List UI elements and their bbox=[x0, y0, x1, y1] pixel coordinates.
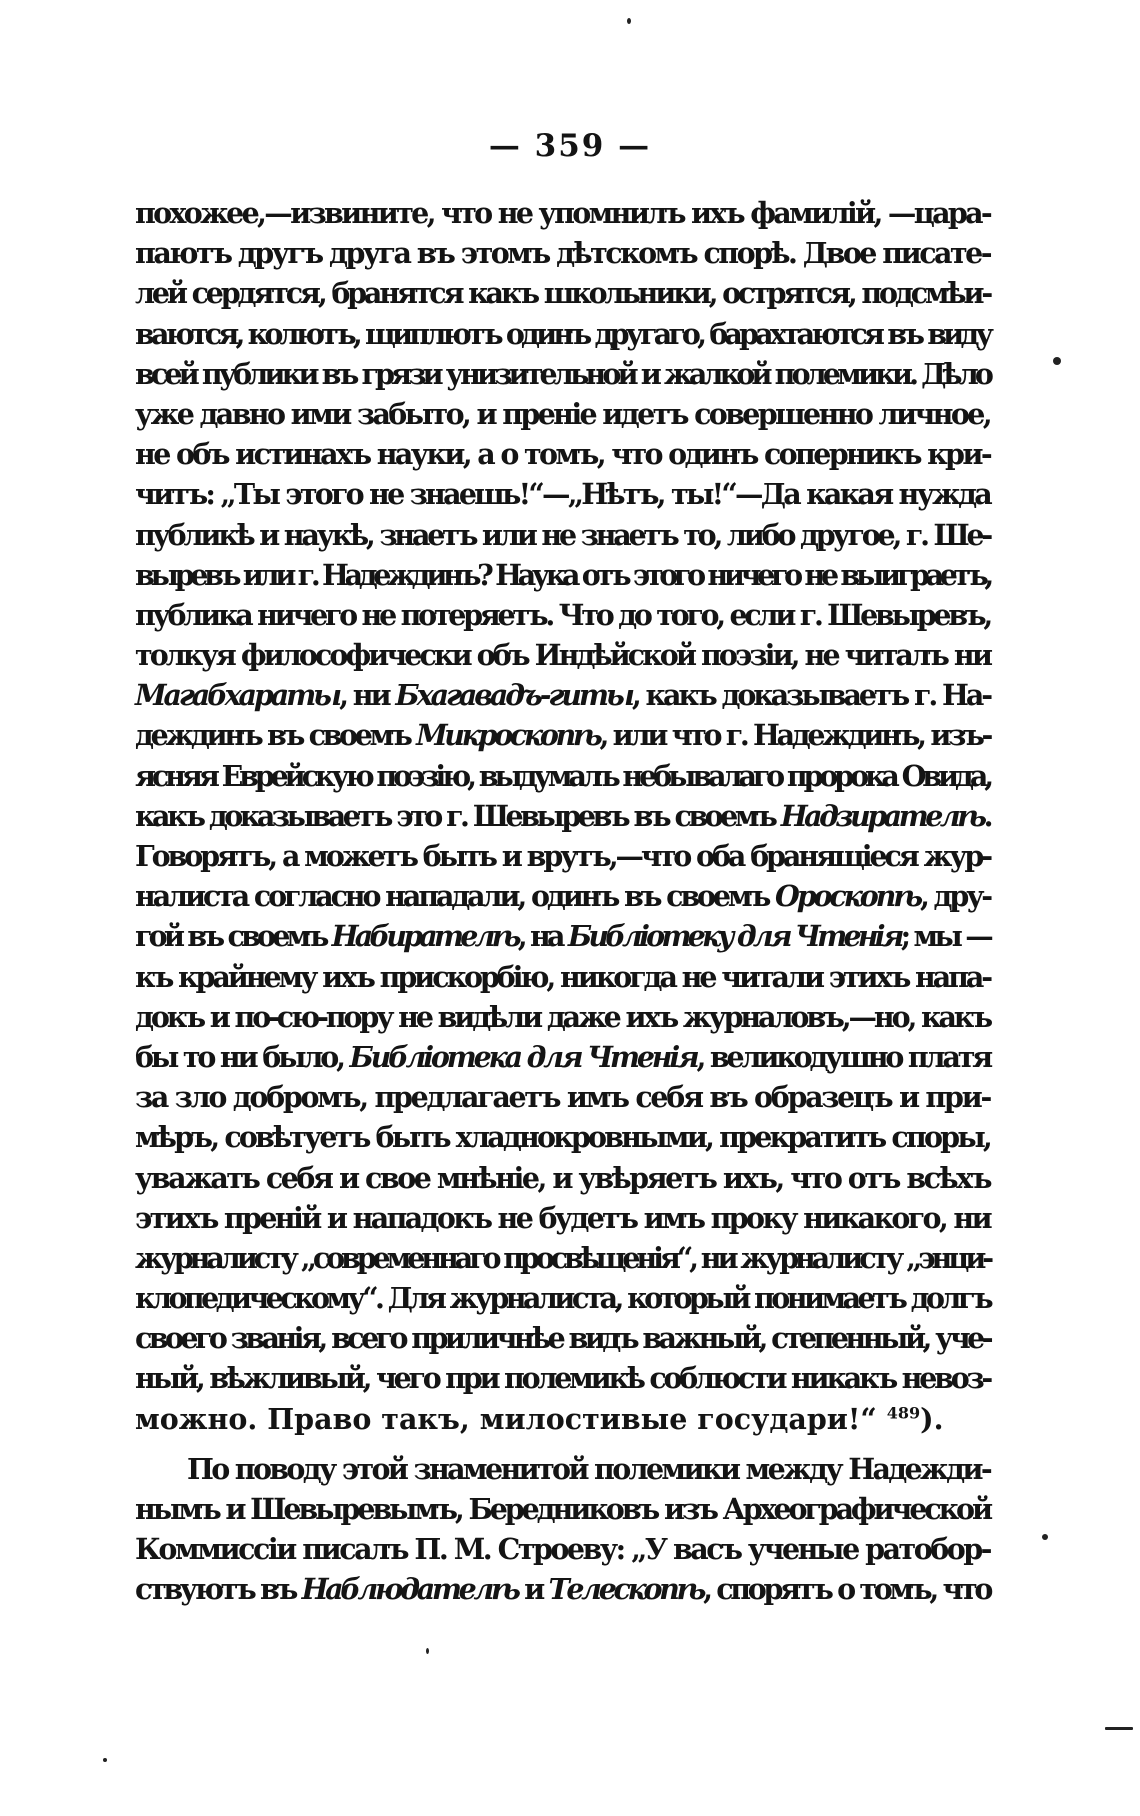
text-line: ваются, колютъ, щиплютъ одинъ другаго, барахтаются въ виду bbox=[135, 316, 990, 351]
text-line: Магабхараты, ни Бхагавадъ-гиты, какъ доказываетъ г. На- bbox=[135, 678, 990, 713]
text-line: этихъ преній и нападокъ не будетъ имъ проку никакого, ни bbox=[135, 1200, 990, 1235]
text-line: похожее,—извините, что не упомнилъ ихъ фамилій, —цара- bbox=[135, 196, 990, 230]
scan-speck bbox=[627, 18, 631, 24]
text-line: своего званія, всего приличнѣе видъ важный, степенный, уче- bbox=[135, 1321, 990, 1356]
text-line: деждинъ въ своемъ Микроскопѣ, или что г. Надеждинъ, изъ- bbox=[135, 718, 990, 753]
text-line: можно. Право такъ, милостивые государи!“ $^{489}$). bbox=[135, 1401, 944, 1436]
text-line: мѣръ, совѣтуетъ быть хладнокровными, прекратить споры, bbox=[135, 1120, 990, 1155]
text-line: къ крайнему ихъ прискорбію, никогда не читали этихъ напа- bbox=[135, 959, 990, 994]
text-line: Коммиссіи писалъ П. М. Строеву: „У васъ ученые ратобор- bbox=[135, 1532, 990, 1567]
text-line: какъ доказываетъ это г. Шевыревъ въ своемъ Надзирателѣ. bbox=[135, 798, 990, 833]
italic-title: Микроскопѣ bbox=[416, 718, 600, 753]
italic-title: Библіотеку для Чтенія bbox=[567, 919, 901, 954]
text-line: ный, вѣжливый, чего при полемикѣ соблюсти никакъ невоз- bbox=[135, 1361, 990, 1396]
text-line: толкуя философически объ Индѣйской поэзіи, не читалъ ни bbox=[135, 638, 990, 673]
text-line: клопедическому“. Для журналиста, который понимаетъ долгъ bbox=[135, 1281, 990, 1316]
text-line: налиста согласно нападали, одинъ въ своемъ Ороскопѣ, дру- bbox=[135, 879, 991, 914]
text-line: за зло добромъ, предлагаетъ имъ себя въ образецъ и при- bbox=[135, 1080, 990, 1115]
italic-title: Наблюдателѣ bbox=[301, 1572, 518, 1607]
text-line: паютъ другъ друга въ этомъ дѣтскомъ спорѣ. Двое писате- bbox=[135, 236, 990, 271]
footnote-ref: 489 bbox=[886, 1403, 921, 1423]
scan-speck bbox=[1042, 1534, 1048, 1540]
text-line: лей сердятся, бранятся какъ школьники, острятся, подсмѣи- bbox=[135, 276, 990, 311]
text-line: гой въ своемъ Набирателѣ, на Библіотеку для Чтенія; мы — bbox=[135, 919, 990, 954]
italic-title: Набирателѣ bbox=[331, 919, 518, 954]
scan-speck bbox=[1105, 1727, 1133, 1730]
text-line: По поводу этой знаменитой полемики между Надежди- bbox=[187, 1451, 990, 1486]
text-line: журналисту „современнаго просвѣщенія“, ни журналисту „энци- bbox=[135, 1240, 990, 1275]
text-line: всей публики въ грязи унизительной и жалкой полемики. Дѣло bbox=[135, 356, 990, 391]
text-line: публика ничего не потеряетъ. Что до того, если г. Шевыревъ, bbox=[135, 597, 990, 632]
scan-speck bbox=[103, 1758, 107, 1762]
text-line: бы то ни было, Библіотека для Чтенія, великодушно платя bbox=[135, 1039, 991, 1074]
body-text bbox=[135, 193, 990, 1610]
text-line: ясняя Еврейскую поэзію, выдумалъ небывалаго пророка Овида, bbox=[135, 758, 990, 793]
text-line: не объ истинахъ науки, а о томъ, что одинъ соперникъ кри- bbox=[135, 437, 990, 472]
italic-title: Библіотека для Чтенія bbox=[349, 1039, 697, 1074]
italic-title: Магабхараты bbox=[135, 678, 340, 713]
text-line: публикѣ и наукѣ, знаетъ или не знаетъ то, либо другое, г. Ше- bbox=[135, 517, 990, 552]
text-line: Говорятъ, а можетъ быть и врутъ,—что оба бранящіеся жур- bbox=[135, 839, 990, 873]
text-line: нымъ и Шевыревымъ, Бередниковъ изъ Археографической bbox=[135, 1492, 990, 1526]
text-line: уважать себя и свое мнѣніе, и увѣряетъ ихъ, что отъ всѣхъ bbox=[135, 1160, 990, 1195]
text-line: докъ и по-сю-пору не видѣли даже ихъ журналовъ,—но, какъ bbox=[135, 999, 990, 1034]
text-line: читъ: „Ты этого не знаешь!“—„Нѣтъ, ты!“—Да какая нужда bbox=[135, 477, 990, 512]
italic-title: Телескопѣ bbox=[548, 1572, 704, 1607]
page-number: — 359 — bbox=[488, 128, 652, 164]
text-line: уже давно ими забыто, и преніе идетъ совершенно личное, bbox=[135, 396, 990, 431]
text-line: выревъ или г. Надеждинъ? Наука отъ этого ничего не выиграетъ, bbox=[135, 557, 990, 592]
italic-title: Надзирателѣ bbox=[780, 798, 984, 833]
text-line: ствуютъ въ Наблюдателѣ и Телескопѣ, спорятъ о томъ, что bbox=[135, 1572, 990, 1607]
scan-speck bbox=[1053, 357, 1061, 365]
scan-speck bbox=[426, 1648, 429, 1654]
italic-title: Бхагавадъ-гиты bbox=[395, 678, 632, 713]
italic-title: Ороскопѣ bbox=[775, 879, 920, 914]
